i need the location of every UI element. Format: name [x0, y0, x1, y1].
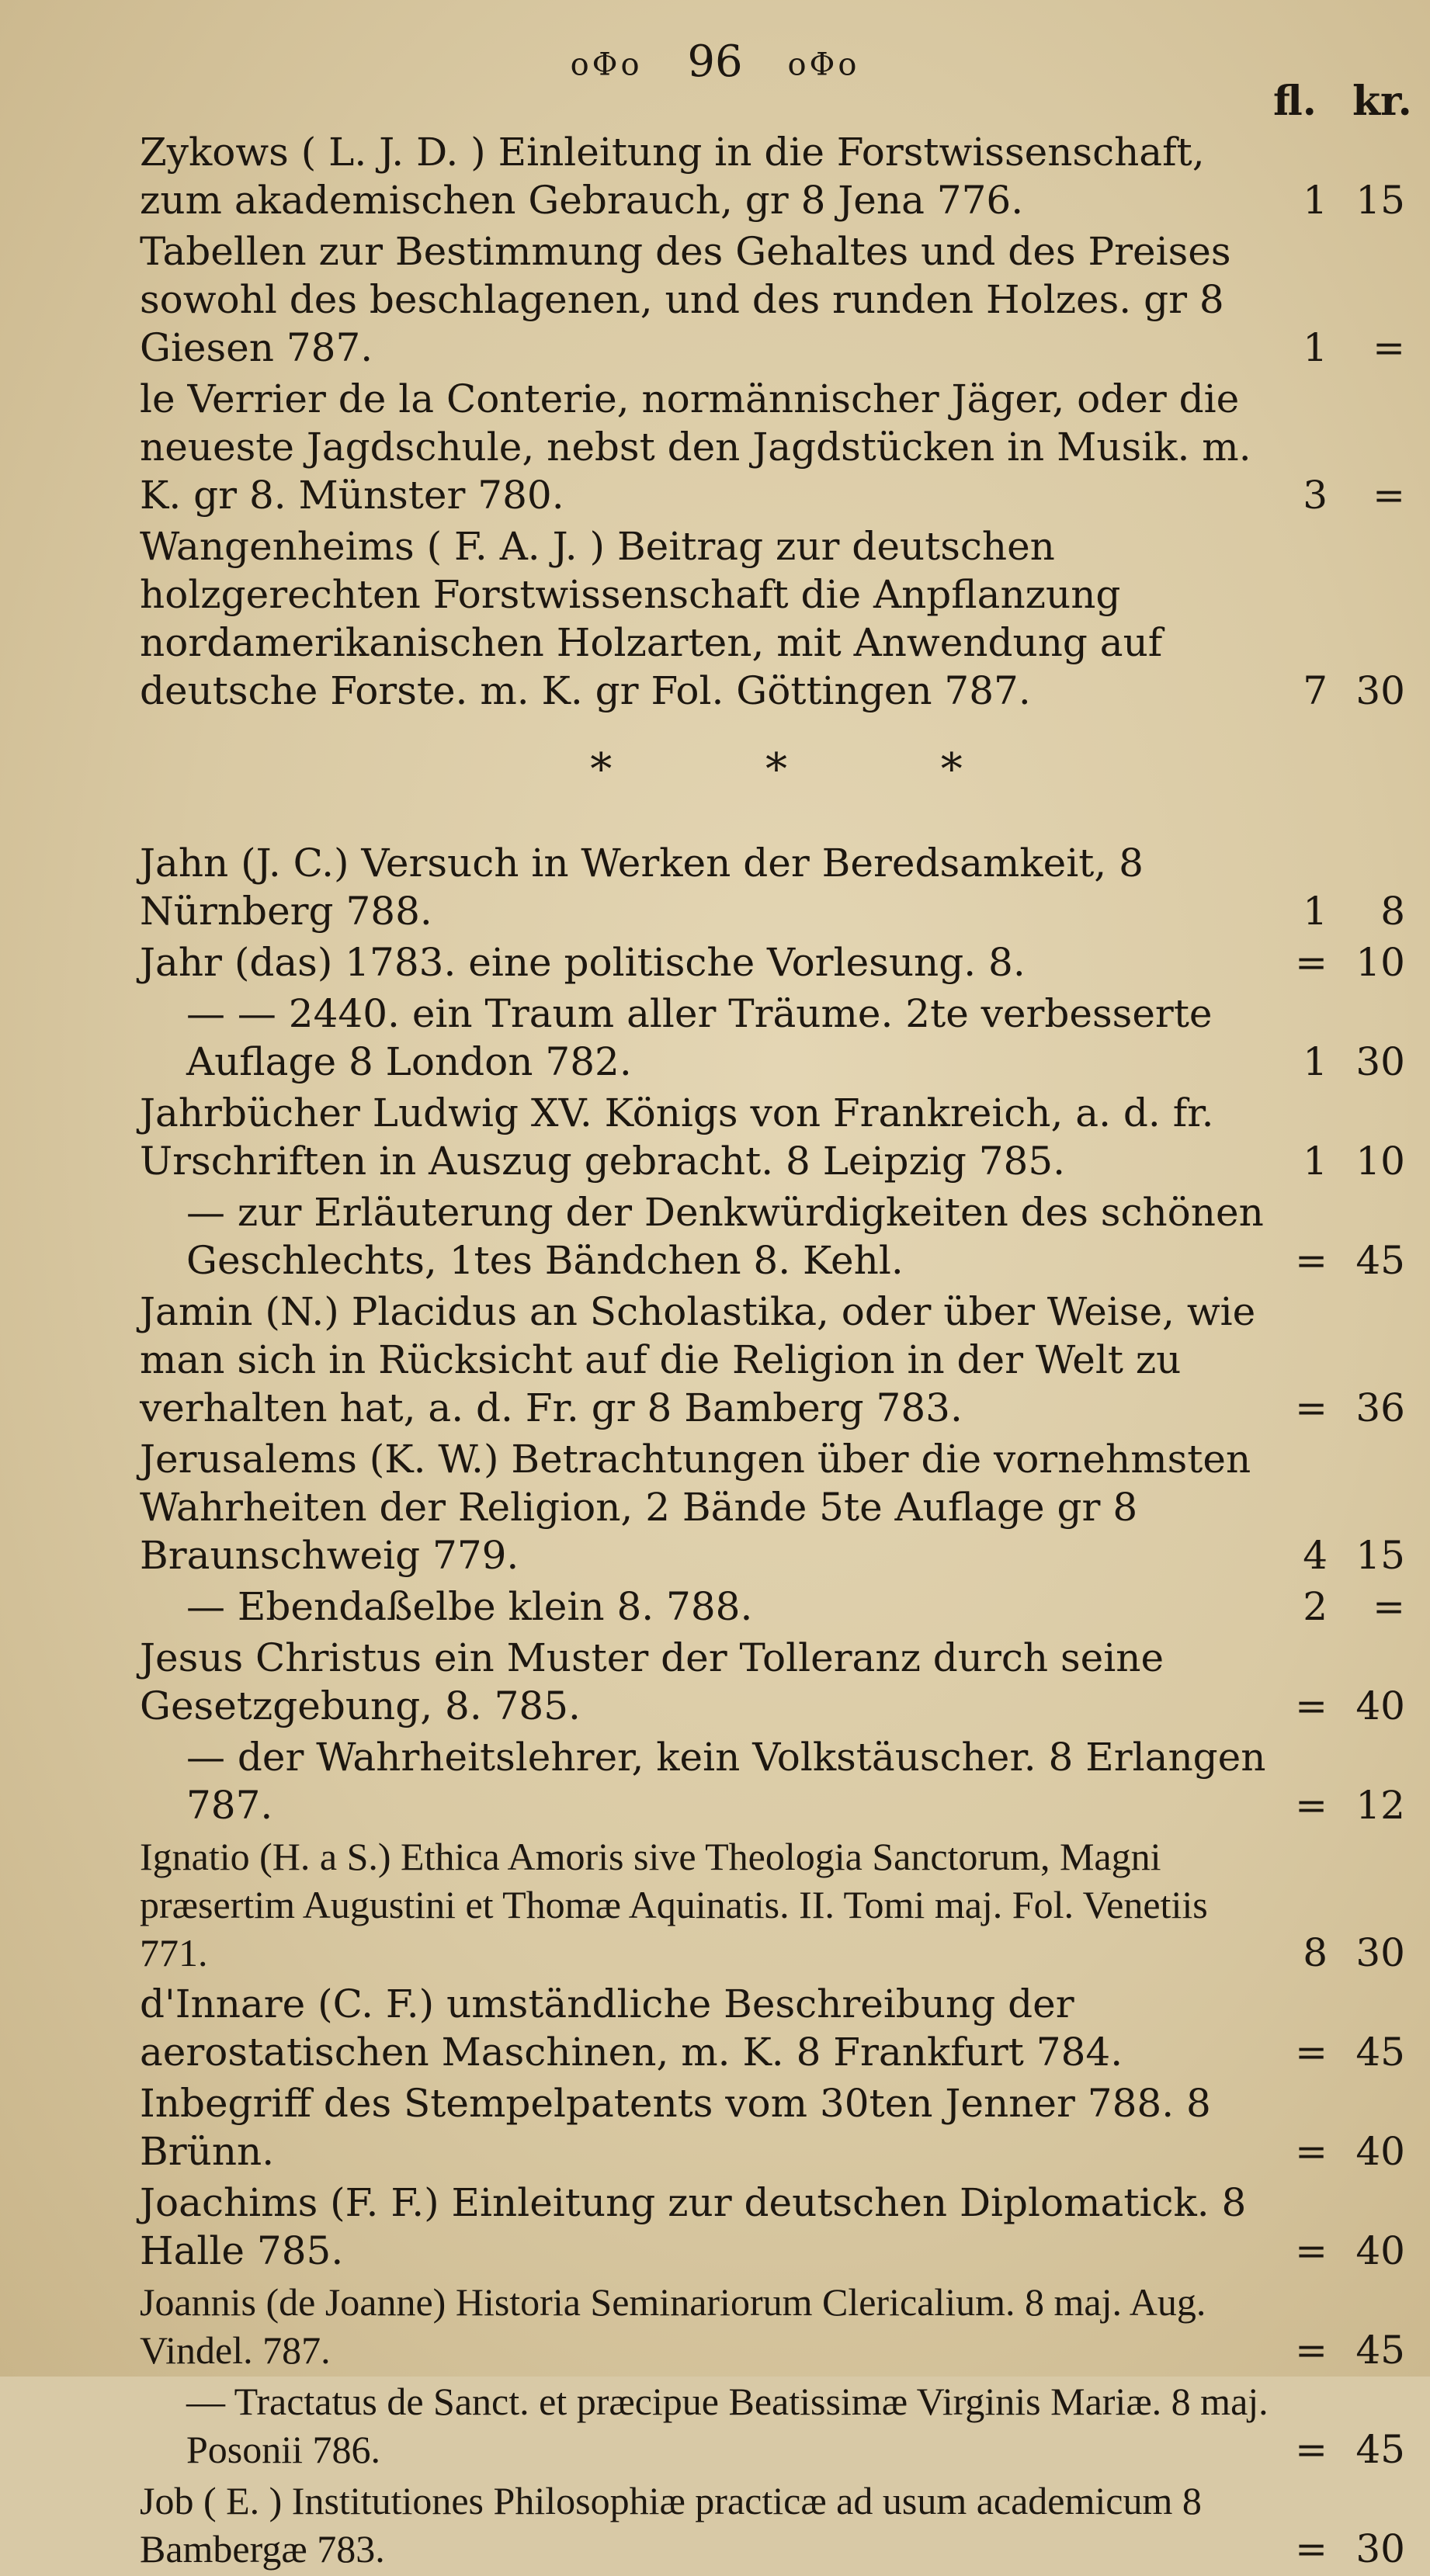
price-kreuzer: 8 — [1380, 889, 1405, 934]
price-kreuzer: = — [1373, 473, 1405, 518]
entry-title: Jesus Christus ein Muster der Tolleranz durch seine Gesetzgebung, 8. 785. — [140, 1635, 1164, 1728]
entry-price — [1273, 176, 1413, 224]
price-kreuzer: 15 — [1355, 178, 1405, 223]
catalog-entry — [140, 1733, 1413, 1829]
entry-price — [1273, 2227, 1413, 2275]
catalog-entry — [140, 1188, 1413, 1285]
price-kreuzer: 45 — [1355, 2030, 1405, 2075]
entry-price — [1273, 324, 1413, 372]
entry-price — [1273, 2525, 1413, 2573]
entry-title: Wangenheims ( F. A. J. ) Beitrag zur deutschen holzgerechten Forstwissenschaft die Anpflanzung nordamerikanischen Holzarten, mit Anwendung auf deutsche Forste. m. K. gr Fol. Göttingen 787. — [140, 524, 1163, 713]
price-florin: 1 — [1303, 1039, 1328, 1084]
catalog-list-top — [140, 128, 1413, 715]
catalog-entry — [140, 522, 1413, 715]
entry-title: Ignatio (H. a S.) Ethica Amoris sive Theologia Sanctorum, Magni præsertim Augustini et Thomæ Aquinatis. II. Tomi maj. Fol. Venetiis 771. — [140, 1835, 1208, 1974]
section-divider: * * * — [590, 744, 1033, 795]
catalog-entry — [140, 128, 1413, 224]
price-kreuzer: 45 — [1355, 2427, 1405, 2472]
price-florin: = — [1295, 2328, 1328, 2373]
catalog-entry — [140, 1634, 1413, 1730]
price-kreuzer: 40 — [1355, 2228, 1405, 2273]
catalog-entry — [140, 839, 1413, 935]
entry-title: Tabellen zur Bestimmung des Gehaltes und des Preises sowohl des beschlagenen, und des runden Holzes. gr 8 Giesen 787. — [140, 229, 1231, 370]
florin-column-heading: fl. — [1273, 78, 1317, 125]
entry-title: Jahn (J. C.) Versuch in Werken der Beredsamkeit, 8 Nürnberg 788. — [140, 841, 1144, 934]
catalog-list-bottom — [140, 839, 1413, 2573]
catalog-entry — [140, 2278, 1413, 2374]
price-florin: 1 — [1303, 1139, 1328, 1184]
entry-price — [1273, 2326, 1413, 2374]
catalog-entry — [140, 375, 1413, 519]
entry-price — [1273, 1583, 1413, 1631]
entry-price — [1273, 1384, 1413, 1432]
entry-title: Zykows ( L. J. D. ) Einleitung in die Forstwissenschaft, zum akademischen Gebrauch, gr 8 Jena 776. — [140, 130, 1205, 223]
entry-title: — — 2440. ein Traum aller Träume. 2te verbesserte Auflage 8 London 782. — [186, 991, 1213, 1084]
price-florin: 7 — [1303, 668, 1328, 713]
price-kreuzer: 30 — [1355, 1930, 1405, 1975]
catalog-entry — [140, 938, 1413, 986]
catalog-entry — [140, 2377, 1413, 2474]
price-kreuzer: 45 — [1355, 2328, 1405, 2373]
catalog-entry — [140, 2079, 1413, 2176]
price-florin: = — [1295, 1238, 1328, 1283]
entry-price — [1273, 2127, 1413, 2176]
catalog-entry — [140, 1089, 1413, 1185]
price-florin: = — [1295, 1385, 1328, 1430]
price-florin: = — [1295, 940, 1328, 985]
price-kreuzer: 40 — [1355, 2129, 1405, 2174]
entry-title: Jamin (N.) Placidus an Scholastika, oder über Weise, wie man sich in Rücksicht auf die Religion in der Welt zu verhalten hat, a. d. Fr. gr 8 Bamberg 783. — [140, 1289, 1256, 1430]
price-kreuzer: 10 — [1355, 940, 1405, 985]
entry-price — [1273, 2028, 1413, 2076]
price-kreuzer: 45 — [1355, 1238, 1405, 1283]
entry-price — [1273, 1531, 1413, 1579]
catalog-entry — [140, 1288, 1413, 1432]
page-header — [0, 31, 1430, 93]
entry-price — [1273, 1038, 1413, 1086]
entry-title: Joannis (de Joanne) Historia Seminariorum Clericalium. 8 maj. Aug. Vindel. 787. — [140, 2280, 1206, 2372]
price-kreuzer: 30 — [1355, 2526, 1405, 2571]
price-kreuzer: 30 — [1355, 1039, 1405, 1084]
price-florin: 1 — [1303, 325, 1328, 370]
price-florin: 2 — [1303, 1584, 1328, 1629]
price-florin: 3 — [1303, 473, 1328, 518]
price-kreuzer: 36 — [1355, 1385, 1405, 1430]
entry-title: — zur Erläuterung der Denkwürdigkeiten des schönen Geschlechts, 1tes Bändchen 8. Kehl. — [186, 1190, 1264, 1283]
entry-title: Inbegriff des Stempelpatents vom 30ten Jenner 788. 8 Brünn. — [140, 2081, 1211, 2174]
kreuzer-column-heading: kr. — [1352, 78, 1412, 125]
entry-price — [1273, 1781, 1413, 1829]
left-ornament: oΦo — [570, 47, 643, 83]
entry-title: Jahr (das) 1783. eine politische Vorlesung. 8. — [140, 940, 1026, 985]
entry-price — [1273, 938, 1413, 986]
price-kreuzer: 30 — [1355, 668, 1405, 713]
price-florin: = — [1295, 2030, 1328, 2075]
entry-price — [1273, 2425, 1413, 2474]
price-florin: = — [1295, 2526, 1328, 2571]
entry-title: le Verrier de la Conterie, normännischer Jäger, oder die neueste Jagdschule, nebst den Jagdstücken in Musik. m. K. gr 8. Münster 780. — [140, 376, 1251, 518]
entry-title: Jerusalems (K. W.) Betrachtungen über die vornehmsten Wahrheiten der Religion, 2 Bände 5te Auflage gr 8 Braunschweig 779. — [140, 1437, 1251, 1578]
price-florin: = — [1295, 2129, 1328, 2174]
right-ornament: oΦo — [787, 47, 860, 83]
catalog-entry — [140, 2477, 1413, 2573]
price-kreuzer: 12 — [1355, 1783, 1405, 1828]
catalog-entry — [140, 1980, 1413, 2076]
price-florin: = — [1295, 2427, 1328, 2472]
entry-title: d'Innare (C. F.) umständliche Beschreibung der aerostatischen Maschinen, m. K. 8 Frankfurt 784. — [140, 1981, 1123, 2075]
price-kreuzer: 10 — [1355, 1139, 1405, 1184]
price-kreuzer: 15 — [1355, 1533, 1405, 1578]
entry-title: Job ( E. ) Institutiones Philosophiæ practicæ ad usum academicum 8 Bambergæ 783. — [140, 2479, 1202, 2571]
price-florin: 1 — [1303, 889, 1328, 934]
catalog-entry — [140, 1435, 1413, 1579]
catalog-entry — [140, 2179, 1413, 2275]
catalog-entry — [140, 1832, 1413, 1977]
entry-title: — Tractatus de Sanct. et præcipue Beatissimæ Virginis Mariæ. 8 maj. Posonii 786. — [186, 2380, 1269, 2471]
page-number: 96 — [687, 36, 743, 87]
entry-price — [1273, 471, 1413, 519]
entry-price — [1273, 1236, 1413, 1285]
price-florin: = — [1295, 2228, 1328, 2273]
entry-title: — der Wahrheitslehrer, kein Volkstäuscher. 8 Erlangen 787. — [186, 1735, 1266, 1828]
entry-price — [1273, 667, 1413, 715]
catalog-entry — [140, 227, 1413, 372]
price-kreuzer: 40 — [1355, 1683, 1405, 1728]
entry-price — [1273, 1682, 1413, 1730]
entry-price — [1273, 887, 1413, 935]
catalog-entries — [140, 128, 1413, 2576]
price-kreuzer: = — [1373, 325, 1405, 370]
price-florin: = — [1295, 1783, 1328, 1828]
catalog-entry — [140, 990, 1413, 1086]
price-florin: 4 — [1303, 1533, 1328, 1578]
entry-price — [1273, 1137, 1413, 1185]
price-florin: = — [1295, 1683, 1328, 1728]
entry-title: Jahrbücher Ludwig XV. Königs von Frankreich, a. d. fr. Urschriften in Auszug gebracht. 8 Leipzig 785. — [140, 1090, 1214, 1184]
entry-title: — Ebendaßelbe klein 8. 788. — [186, 1584, 753, 1629]
price-florin: 8 — [1303, 1930, 1328, 1975]
price-kreuzer: = — [1373, 1584, 1405, 1629]
price-florin: 1 — [1303, 178, 1328, 223]
catalog-entry — [140, 1583, 1413, 1631]
entry-title: Joachims (F. F.) Einleitung zur deutschen Diplomatick. 8 Halle 785. — [140, 2180, 1247, 2273]
entry-price — [1273, 1929, 1413, 1977]
